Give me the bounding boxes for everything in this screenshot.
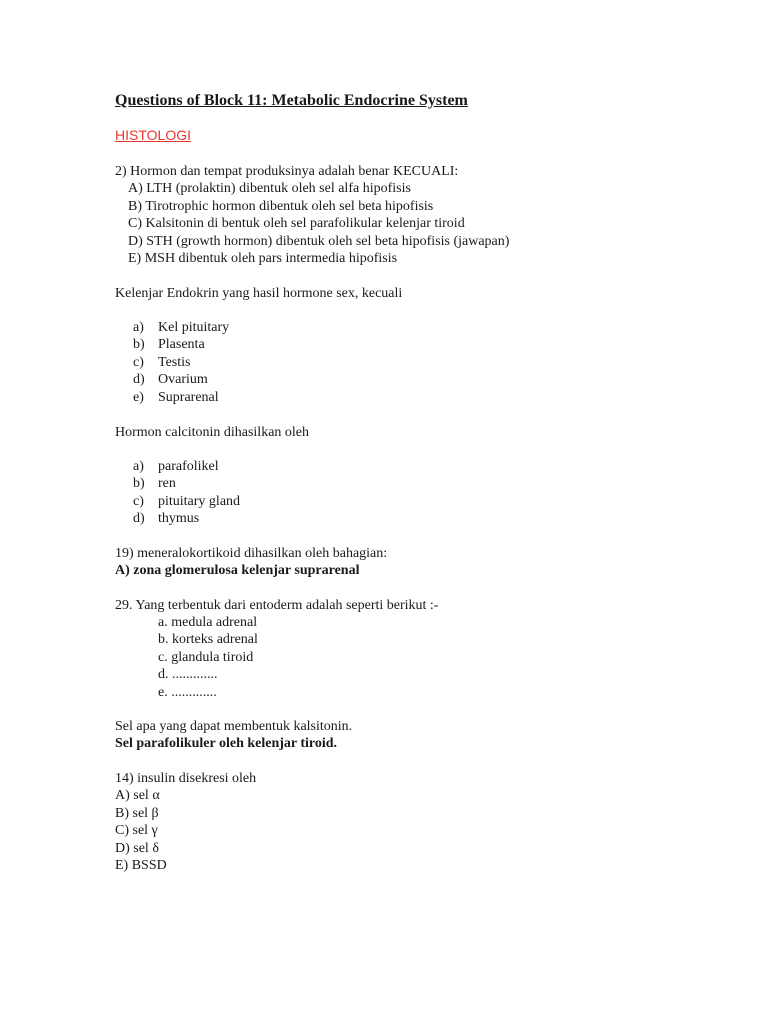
question-text: 2) Hormon dan tempat produksinya adalah benar KECUALI: xyxy=(115,164,459,179)
list-item xyxy=(133,354,229,371)
option-marker: c) xyxy=(133,493,144,509)
option-text: Plasenta xyxy=(158,337,205,353)
list-item xyxy=(133,493,240,510)
option: D) sel δ xyxy=(115,840,159,856)
question-text: 14) insulin disekresi oleh xyxy=(115,771,257,786)
question-text: 19) meneralokortikoid dihasilkan oleh bahagian: xyxy=(115,546,388,561)
option: C) Kalsitonin di bentuk oleh sel parafolikular kelenjar tiroid xyxy=(128,216,465,232)
question-5-options xyxy=(158,614,258,701)
option-text: thymus xyxy=(158,511,200,527)
question-text: Sel apa yang dapat membentuk kalsitonin. xyxy=(115,719,353,734)
option-marker: d) xyxy=(133,511,145,527)
option: E) MSH dibentuk oleh pars intermedia hipofisis xyxy=(128,250,398,266)
option-marker: b) xyxy=(133,337,145,353)
option-marker: b) xyxy=(133,476,145,492)
question-7 xyxy=(115,770,256,874)
option-text: pituitary gland xyxy=(158,493,241,509)
option-text: Testis xyxy=(158,354,191,370)
option: d. ............. xyxy=(158,667,218,683)
option-marker: d) xyxy=(133,372,145,388)
option-marker: a) xyxy=(133,320,144,335)
question-3-options xyxy=(133,458,240,528)
question-2-text: Kelenjar Endokrin yang hasil hormone sex, kecuali xyxy=(115,286,403,301)
page-title: Questions of Block 11: Metabolic Endocrine System xyxy=(115,92,468,109)
list-item xyxy=(133,336,229,353)
option: B) sel β xyxy=(115,805,159,821)
option: D) STH (growth hormon) dibentuk oleh sel beta hipofisis (jawapan) xyxy=(128,233,510,249)
question-6 xyxy=(115,718,352,753)
option-marker: c) xyxy=(133,354,144,370)
list-item xyxy=(133,389,229,406)
question-4 xyxy=(115,545,387,580)
option: A) sel α xyxy=(115,788,160,804)
list-item xyxy=(133,475,240,492)
option: A) LTH (prolaktin) dibentuk oleh sel alfa hipofisis xyxy=(128,181,411,197)
question-1 xyxy=(115,163,509,267)
option-text: Kel pituitary xyxy=(158,320,230,335)
option-text: ren xyxy=(158,476,176,492)
option-marker: e) xyxy=(133,389,144,405)
list-item xyxy=(133,458,240,475)
option: c. glandula tiroid xyxy=(158,649,254,665)
option: B) Tirotrophic hormon dibentuk oleh sel beta hipofisis xyxy=(128,198,434,214)
option: b. korteks adrenal xyxy=(158,632,258,648)
option: a. medula adrenal xyxy=(158,615,258,630)
option: e. ............. xyxy=(158,684,217,700)
list-item xyxy=(133,319,229,336)
answer-text: A) zona glomerulosa kelenjar suprarenal xyxy=(115,563,360,579)
option-text: Suprarenal xyxy=(158,389,219,405)
option: C) sel γ xyxy=(115,823,158,839)
option-text: parafolikel xyxy=(158,459,219,474)
option-text: Ovarium xyxy=(158,372,208,388)
option-marker: a) xyxy=(133,459,144,474)
list-item xyxy=(133,510,240,527)
list-item xyxy=(133,371,229,388)
question-2-options xyxy=(133,319,229,406)
section-heading: HISTOLOGI xyxy=(115,127,191,143)
option: E) BSSD xyxy=(115,857,167,873)
question-5-text: 29. Yang terbentuk dari entoderm adalah seperti berikut :- xyxy=(115,598,439,613)
answer-text: Sel parafolikuler oleh kelenjar tiroid. xyxy=(115,736,338,752)
question-3-text: Hormon calcitonin dihasilkan oleh xyxy=(115,425,310,440)
